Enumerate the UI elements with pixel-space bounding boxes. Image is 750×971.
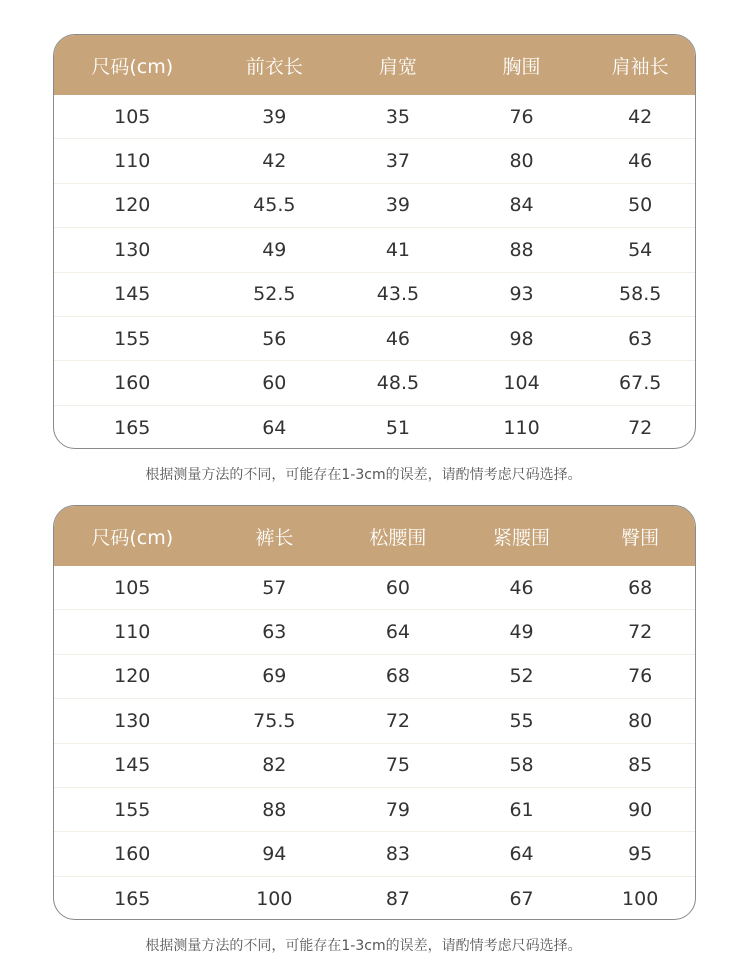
- cell-shoulder-width: 43.5: [376, 283, 420, 306]
- cell-hip: 100: [622, 887, 659, 910]
- cell-size: 165: [114, 416, 151, 439]
- cell-chest: 76: [509, 105, 534, 128]
- header-relaxed-waist: 松腰围: [369, 526, 427, 549]
- cell-front-length: 60: [262, 372, 287, 395]
- table-body: [54, 95, 695, 449]
- table-row: [54, 788, 695, 832]
- cell-tight-waist: 55: [509, 709, 534, 732]
- table-row: [54, 744, 695, 788]
- cell-pants-length: 88: [262, 798, 287, 821]
- cell-size: 155: [114, 327, 151, 350]
- header-chest: 胸围: [502, 55, 541, 78]
- table-row: [54, 228, 695, 272]
- cell-front-length: 39: [262, 105, 287, 128]
- header-sleeve-length: 肩袖长: [611, 55, 669, 78]
- cell-sleeve-length: 54: [628, 238, 653, 261]
- table-row: [54, 95, 695, 139]
- cell-tight-waist: 58: [509, 754, 534, 777]
- cell-front-length: 45.5: [253, 194, 296, 217]
- cell-relaxed-waist: 87: [385, 887, 411, 910]
- table-row: [54, 139, 695, 183]
- header-tight-waist: 紧腰围: [493, 526, 551, 549]
- cell-tight-waist: 61: [509, 798, 534, 821]
- cell-hip: 68: [628, 576, 653, 599]
- table-header: [54, 506, 695, 566]
- cell-pants-length: 69: [262, 665, 287, 688]
- measurement-note: 根据测量方法的不同，可能存在1-3cm的误差，请酌情考虑尺码选择。: [145, 467, 582, 483]
- cell-chest: 93: [509, 283, 534, 306]
- cell-size: 110: [114, 150, 151, 173]
- cell-size: 110: [114, 621, 151, 644]
- cell-relaxed-waist: 68: [385, 665, 411, 688]
- cell-size: 145: [114, 283, 151, 306]
- cell-front-length: 49: [262, 238, 287, 261]
- header-size: 尺码(cm): [91, 55, 174, 78]
- cell-hip: 80: [628, 709, 653, 732]
- cell-sleeve-length: 67.5: [619, 372, 662, 395]
- cell-tight-waist: 49: [509, 621, 534, 644]
- header-shoulder-width: 肩宽: [378, 55, 417, 78]
- cell-pants-length: 63: [262, 621, 287, 644]
- table-row: [54, 832, 695, 876]
- cell-size: 145: [114, 754, 151, 777]
- cell-size: 155: [114, 798, 151, 821]
- cell-chest: 104: [503, 372, 540, 395]
- cell-size: 160: [114, 843, 151, 866]
- header-size: 尺码(cm): [91, 526, 174, 549]
- cell-relaxed-waist: 72: [385, 709, 411, 732]
- cell-front-length: 52.5: [253, 283, 296, 306]
- cell-shoulder-width: 37: [385, 150, 411, 173]
- cell-tight-waist: 52: [509, 665, 534, 688]
- header-hip: 臀围: [621, 526, 660, 549]
- table-row: [54, 877, 695, 920]
- cell-size: 105: [114, 105, 151, 128]
- cell-size: 120: [114, 665, 151, 688]
- table-row: [54, 566, 695, 610]
- cell-hip: 90: [628, 798, 653, 821]
- cell-chest: 80: [509, 150, 534, 173]
- cell-front-length: 56: [262, 327, 287, 350]
- cell-tight-waist: 67: [509, 887, 534, 910]
- cell-size: 165: [114, 887, 151, 910]
- cell-shoulder-width: 46: [385, 327, 411, 350]
- cell-relaxed-waist: 75: [385, 754, 411, 777]
- cell-relaxed-waist: 83: [385, 843, 411, 866]
- header-front-length: 前衣长: [245, 55, 303, 78]
- cell-chest: 110: [503, 416, 540, 439]
- cell-size: 120: [114, 194, 151, 217]
- cell-sleeve-length: 72: [628, 416, 653, 439]
- table-row: [54, 317, 695, 361]
- cell-sleeve-length: 50: [628, 194, 653, 217]
- cell-sleeve-length: 63: [628, 327, 653, 350]
- cell-sleeve-length: 58.5: [619, 283, 662, 306]
- header-pants-length: 裤长: [255, 526, 294, 549]
- cell-pants-length: 100: [256, 887, 293, 910]
- cell-shoulder-width: 35: [385, 105, 411, 128]
- cell-pants-length: 57: [262, 576, 287, 599]
- cell-sleeve-length: 42: [628, 105, 653, 128]
- cell-hip: 72: [628, 621, 653, 644]
- pants-size-table: [53, 505, 696, 920]
- cell-size: 105: [114, 576, 151, 599]
- cell-hip: 76: [628, 665, 653, 688]
- cell-chest: 88: [509, 238, 534, 261]
- cell-shoulder-width: 51: [385, 416, 411, 439]
- cell-relaxed-waist: 64: [385, 621, 411, 644]
- cell-size: 130: [114, 709, 151, 732]
- measurement-note: 根据测量方法的不同，可能存在1-3cm的误差，请酌情考虑尺码选择。: [145, 938, 582, 954]
- table-header: [54, 35, 695, 95]
- cell-front-length: 64: [262, 416, 287, 439]
- cell-pants-length: 94: [262, 843, 287, 866]
- cell-relaxed-waist: 79: [385, 798, 411, 821]
- table-row: [54, 273, 695, 317]
- cell-pants-length: 75.5: [253, 709, 296, 732]
- table-row: [54, 361, 695, 405]
- cell-relaxed-waist: 60: [385, 576, 411, 599]
- table-row: [54, 184, 695, 228]
- cell-size: 130: [114, 238, 151, 261]
- cell-sleeve-length: 46: [628, 150, 653, 173]
- cell-tight-waist: 64: [509, 843, 534, 866]
- cell-hip: 95: [628, 843, 653, 866]
- table-row: [54, 655, 695, 699]
- cell-size: 160: [114, 372, 151, 395]
- table-body: [54, 566, 695, 920]
- cell-front-length: 42: [262, 150, 287, 173]
- table-row: [54, 406, 695, 449]
- cell-shoulder-width: 41: [385, 238, 411, 261]
- cell-chest: 84: [509, 194, 534, 217]
- cell-hip: 85: [628, 754, 653, 777]
- table-row: [54, 699, 695, 743]
- cell-shoulder-width: 48.5: [376, 372, 420, 395]
- cell-shoulder-width: 39: [385, 194, 411, 217]
- cell-tight-waist: 46: [509, 576, 534, 599]
- top-size-table: [53, 34, 696, 449]
- table-row: [54, 610, 695, 654]
- cell-chest: 98: [509, 327, 534, 350]
- cell-pants-length: 82: [262, 754, 287, 777]
